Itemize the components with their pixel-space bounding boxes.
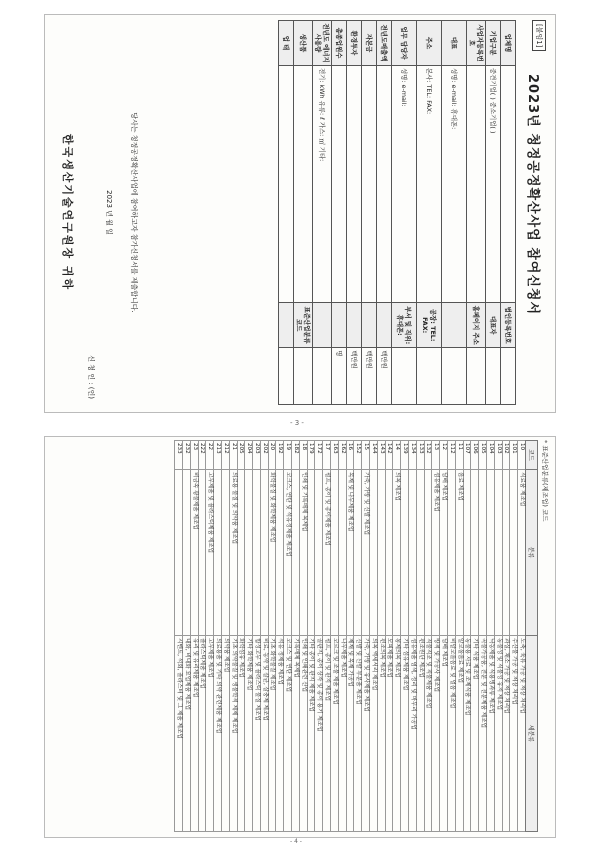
table-cell: 편조원단 제조업: [416, 636, 424, 832]
table-cell: [307, 470, 315, 636]
table-row: [393, 441, 401, 832]
page-3-content: [44, 14, 554, 411]
table-cell: 기초 의약물질 및 생물학적 제제 제조업: [229, 636, 237, 832]
table-cell: 코르크 및 조물 제품 제조업: [331, 636, 339, 832]
table-cell: [253, 470, 261, 636]
table-cell: 139: [401, 441, 409, 470]
table-row: [190, 441, 198, 832]
form-cell[interactable]: 부서 및 직위: 휴대폰:: [392, 303, 417, 348]
table-row: [354, 441, 362, 832]
table-cell: 18: [299, 441, 307, 470]
table-row: [206, 441, 214, 832]
form-cell[interactable]: [467, 348, 486, 405]
table-cell: 162: [338, 441, 346, 470]
table-cell: [331, 470, 339, 636]
table-cell: [385, 470, 393, 636]
form-cell[interactable]: [362, 66, 377, 303]
table-cell: [276, 470, 284, 636]
date-line: 2023 년 월 일: [105, 190, 113, 235]
table-cell: 12: [440, 441, 448, 470]
page-number-4: - 4 -: [290, 838, 302, 845]
table-cell: 나무제품 제조업: [338, 636, 346, 832]
form-cell[interactable]: [332, 66, 347, 303]
form-cell[interactable]: [377, 66, 392, 303]
table-row: [315, 441, 323, 832]
form-cell[interactable]: [347, 66, 362, 303]
table-cell: 205: [237, 441, 245, 470]
form-cell[interactable]: 대표자: [486, 303, 501, 348]
table-row: [175, 441, 183, 832]
table-cell: 신발 및 신발 부분품 제조업: [354, 636, 362, 832]
table-cell: 비알코올음료 및 얼음 제조업: [448, 636, 456, 832]
table-row: [299, 441, 307, 832]
table-header: 코드: [526, 441, 538, 470]
table-cell: 기타 화학제품 제조업: [245, 636, 253, 832]
table-cell: 106: [471, 441, 479, 470]
form-cell[interactable]: [294, 348, 313, 405]
table-cell: 기초 화학물질 제조업: [268, 636, 276, 832]
form-label: 전년도 에너지 사용량: [313, 21, 332, 66]
table-row: [346, 441, 354, 832]
form-cell[interactable]: [362, 303, 377, 348]
table-cell: [260, 470, 268, 636]
table-cell: 182: [292, 441, 300, 470]
form-cell[interactable]: 공장: TEL: FAX:: [417, 303, 442, 348]
table-cell: 직물직조 및 직물제품 제조업: [424, 636, 432, 832]
form-cell[interactable]: 법인등록번호: [501, 303, 516, 348]
table-cell: 섬유제품 염색, 정리 및 마무리 가공업: [409, 636, 417, 832]
table-cell: [463, 470, 471, 636]
table-cell: 222: [198, 441, 206, 470]
table-cell: 음료 제조업: [455, 470, 463, 636]
table-cell: 144: [370, 441, 378, 470]
table-cell: [510, 470, 518, 636]
addressee: 한국생산기술연구원장 귀하: [61, 133, 74, 292]
form-row: [332, 21, 347, 405]
table-cell: 112: [448, 441, 456, 470]
table-cell: 102: [502, 441, 510, 470]
table-cell: 의료용품 및 기타 의약 관련제품 제조업: [214, 636, 222, 832]
form-cell[interactable]: 백만원: [362, 348, 377, 405]
table-row: [214, 441, 222, 832]
classification-title: * 표준산업분류(제조업) 코드: [541, 440, 549, 522]
table-cell: 펄프, 종이 및 판지 제조업: [323, 636, 331, 832]
table-cell: [182, 470, 190, 636]
table-cell: [471, 470, 479, 636]
table-cell: 코크스, 연탄 및 석유정제품 제조업: [284, 470, 292, 636]
table-cell: 179: [307, 441, 315, 470]
form-label: 주소: [417, 21, 442, 66]
table-row: [307, 441, 315, 832]
table-cell: [175, 470, 183, 636]
table-row: [198, 441, 206, 832]
table-cell: [494, 470, 502, 636]
form-row: [442, 21, 467, 405]
form-cell[interactable]: [442, 303, 467, 348]
table-cell: 16: [346, 441, 354, 470]
table-cell: [377, 470, 385, 636]
form-cell[interactable]: 홈페이지 주소: [467, 303, 486, 348]
table-row: [237, 441, 245, 832]
form-label: 기업구분: [486, 21, 501, 66]
form-cell[interactable]: [347, 303, 362, 348]
table-row: [502, 441, 510, 832]
table-cell: 14: [393, 441, 401, 470]
form-row: [392, 21, 417, 405]
table-cell: [221, 470, 229, 636]
table-row: [362, 441, 370, 832]
table-row: [229, 441, 237, 832]
table-cell: 17: [323, 441, 331, 470]
form-cell[interactable]: 백만원: [377, 348, 392, 405]
table-cell: 13: [432, 441, 440, 470]
table-cell: [502, 470, 510, 636]
table-cell: [424, 470, 432, 636]
table-cell: 105: [479, 441, 487, 470]
form-row: [362, 21, 377, 405]
table-cell: 142: [385, 441, 393, 470]
page-4-content: [44, 436, 554, 836]
table-cell: 204: [245, 441, 253, 470]
form-cell[interactable]: [392, 348, 417, 405]
form-row: [294, 21, 313, 405]
application-form: [278, 20, 516, 405]
table-cell: 봉제의복 제조업: [393, 636, 401, 832]
table-cell: 고무제품 제조업: [206, 636, 214, 832]
table-cell: [479, 470, 487, 636]
table-cell: 비료, 농약 및 살균, 살충제 제조업: [260, 636, 268, 832]
table-row: [182, 441, 190, 832]
table-cell: 동물용 사료 및 조제식품 제조업: [463, 636, 471, 832]
form-label: 전년도매출액: [377, 21, 392, 66]
form-cell[interactable]: [313, 303, 332, 348]
table-cell: 모피제품 제조업: [385, 636, 393, 832]
form-row: [279, 21, 294, 405]
attachment-tag: [붙임1]: [532, 20, 546, 51]
form-label: 생산품: [294, 21, 313, 66]
form-label: 사업자등록번호: [467, 21, 486, 66]
table-cell: 섬유제품 제조업: [432, 470, 440, 636]
form-cell[interactable]: 전기: kWh 유류: ℓ 가스: ㎥ 기타:: [313, 66, 332, 303]
table-cell: 기타 섬유제품 제조업: [401, 636, 409, 832]
form-label: 업무 담당자: [392, 21, 417, 66]
form-row: [313, 21, 332, 405]
table-header: 분류: [526, 470, 538, 636]
table-row: [221, 441, 229, 832]
table-cell: 편조의복 제조업: [377, 636, 385, 832]
table-cell: 제재 및 목재 가공업: [346, 636, 354, 832]
form-label: 환경투자: [347, 21, 362, 66]
table-cell: 내화, 비내화 요업제품 제조업: [182, 636, 190, 832]
table-cell: [214, 470, 222, 636]
form-label: 대표: [442, 21, 467, 66]
table-cell: 기타 종이 및 판지 제품 제조업: [307, 636, 315, 832]
table-cell: 의복 제조업: [393, 470, 401, 636]
table-cell: 19: [284, 441, 292, 470]
form-row: [486, 21, 501, 405]
table-cell: [487, 470, 495, 636]
table-cell: 22: [206, 441, 214, 470]
table-cell: 132: [424, 441, 432, 470]
table-cell: 골판지, 종이 상자 및 종이 용기 제조업: [315, 636, 323, 832]
table-row: [268, 441, 276, 832]
form-cell[interactable]: 중견기업( ) 중소기업( ): [486, 66, 501, 303]
table-cell: [354, 470, 362, 636]
form-row: [347, 21, 362, 405]
table-row: [440, 441, 448, 832]
form-row: [467, 21, 486, 405]
table-row: [377, 441, 385, 832]
table-cell: 101: [510, 441, 518, 470]
table-cell: 방적 및 가공사 제조업: [432, 636, 440, 832]
table-row: [463, 441, 471, 832]
table-row: [284, 441, 292, 832]
table-cell: 곡물가공품, 전분 및 전분제품 제조업: [479, 636, 487, 832]
table-cell: 가죽, 가방 및 유사제품 제조업: [362, 636, 370, 832]
table-cell: 인쇄 및 기록매체 복제업: [299, 470, 307, 636]
applicant-line: 신 청 인 : (인): [87, 355, 95, 399]
table-cell: 202: [260, 441, 268, 470]
table-cell: 11: [455, 441, 463, 470]
form-label: 업체명: [501, 21, 516, 66]
form-label: 총종업원수: [332, 21, 347, 66]
table-cell: 비금속 광물제품 제조업: [190, 470, 198, 636]
table-cell: [237, 470, 245, 636]
table-cell: [409, 470, 417, 636]
table-row: [432, 441, 440, 832]
table-cell: 233: [175, 441, 183, 470]
table-cell: 172: [315, 441, 323, 470]
form-row: [417, 21, 442, 405]
table-cell: 펄프, 종이 및 종이제품 제조업: [323, 470, 331, 636]
table-cell: 동물성 및 식물성 유지 제조업: [494, 636, 502, 832]
form-cell[interactable]: 본사: TEL: FAX:: [417, 66, 442, 303]
table-cell: 134: [409, 441, 417, 470]
table-cell: 133: [416, 441, 424, 470]
table-row: [253, 441, 261, 832]
table-cell: [370, 470, 378, 636]
table-cell: 23: [190, 441, 198, 470]
table-cell: 화학물질 및 화학제품 제조업: [268, 470, 276, 636]
table-cell: [416, 470, 424, 636]
table-cell: 의복 액세서리 제조업: [370, 636, 378, 832]
table-cell: 플라스틱제품 제조업: [198, 636, 206, 832]
table-row: [471, 441, 479, 832]
table-cell: 시멘트, 석회, 플라스터 및 그 제품 제조업: [175, 636, 183, 832]
table-cell: [198, 470, 206, 636]
form-label: 자본금: [362, 21, 377, 66]
table-cell: 의약품 제조업: [221, 636, 229, 832]
table-cell: 20: [268, 441, 276, 470]
table-row: [424, 441, 432, 832]
form-cell[interactable]: [467, 66, 486, 303]
table-cell: [292, 470, 300, 636]
table-row: [245, 441, 253, 832]
table-cell: 103: [494, 441, 502, 470]
form-cell[interactable]: 표준산업분류코드: [294, 303, 313, 348]
form-cell[interactable]: [377, 303, 392, 348]
table-cell: 코크스 및 연탄 제조업: [284, 636, 292, 832]
table-row: [323, 441, 331, 832]
table-cell: 192: [276, 441, 284, 470]
form-cell[interactable]: [279, 303, 294, 348]
table-row: [292, 441, 300, 832]
form-cell[interactable]: 명: [332, 348, 347, 405]
table-cell: 107: [463, 441, 471, 470]
classification-table: [174, 440, 538, 832]
table-row: [479, 441, 487, 832]
table-row: [409, 441, 417, 832]
form-cell[interactable]: 백만원: [347, 348, 362, 405]
table-cell: 고무제품 및 플라스틱제품 제조업: [206, 470, 214, 636]
table-cell: 10: [518, 441, 526, 470]
table-row: [518, 441, 526, 832]
table-cell: 담배 제조업: [440, 470, 448, 636]
table-cell: 석유 정제품 제조업: [276, 636, 284, 832]
table-cell: 기타 식품 제조업: [471, 636, 479, 832]
table-cell: [448, 470, 456, 636]
table-cell: 163: [331, 441, 339, 470]
table-row: [455, 441, 463, 832]
table-cell: [315, 470, 323, 636]
table-cell: 143: [377, 441, 385, 470]
table-cell: 15: [362, 441, 370, 470]
form-cell[interactable]: [442, 348, 467, 405]
table-row: [338, 441, 346, 832]
form-cell[interactable]: [501, 348, 516, 405]
table-row: [494, 441, 502, 832]
table-cell: 식료품 제조업: [518, 470, 526, 636]
table-cell: 가죽, 가방 및 신발 제조업: [362, 470, 370, 636]
table-cell: [338, 470, 346, 636]
form-label: 업 태: [279, 21, 294, 66]
table-row: [260, 441, 268, 832]
table-row: [276, 441, 284, 832]
table-cell: 알코올음료 제조업: [455, 636, 463, 832]
table-cell: 의료용 물질 및 의약품 제조업: [229, 470, 237, 636]
table-row: [416, 441, 424, 832]
form-cell[interactable]: [501, 66, 516, 303]
form-title: 2023년 청정공정확산사업 참여신청서: [525, 74, 540, 316]
form-row: [377, 21, 392, 405]
table-row: [487, 441, 495, 832]
form-cell[interactable]: [279, 66, 294, 303]
form-cell[interactable]: [279, 348, 294, 405]
form-cell[interactable]: [332, 303, 347, 348]
table-cell: 유리 및 유리제품 제조업: [190, 636, 198, 832]
table-row: [510, 441, 518, 832]
table-cell: 203: [253, 441, 261, 470]
table-cell: [401, 470, 409, 636]
table-cell: 212: [221, 441, 229, 470]
table-cell: 화학섬유 제조업: [237, 636, 245, 832]
table-cell: 낙농제품 및 식용빙과류 제조업: [487, 636, 495, 832]
table-cell: 합성고무 및 플라스틱 물질 제조업: [253, 636, 261, 832]
form-cell[interactable]: [294, 66, 313, 303]
table-cell: 213: [214, 441, 222, 470]
table-row: [331, 441, 339, 832]
table-row: [370, 441, 378, 832]
form-cell[interactable]: [313, 348, 332, 405]
table-cell: 담배 제조업: [440, 636, 448, 832]
table-cell: 목재 및 나무제품 제조업: [346, 470, 354, 636]
table-cell: 인쇄 및 인쇄관련 산업: [299, 636, 307, 832]
table-cell: 과실, 채소 가공 및 저장 처리업: [502, 636, 510, 832]
table-row: [448, 441, 456, 832]
form-cell[interactable]: [486, 348, 501, 405]
table-row: [401, 441, 409, 832]
page-number-3: - 3 -: [290, 419, 304, 427]
form-cell[interactable]: [417, 348, 442, 405]
table-cell: 도축, 육류 가공 및 저장 처리업: [518, 636, 526, 832]
form-cell[interactable]: 성명: e-mail: 휴대폰:: [442, 66, 467, 303]
declaration-text: 당사는 청정공정확산사업에 참여하고자 참가신청서를 제출합니다.: [130, 112, 138, 313]
table-row: [385, 441, 393, 832]
table-header: 세분류: [526, 636, 538, 832]
table-cell: 수산물 가공 및 저장 처리업: [510, 636, 518, 832]
table-cell: 기록매체 복제업: [292, 636, 300, 832]
table-cell: 152: [354, 441, 362, 470]
table-cell: 21: [229, 441, 237, 470]
table-cell: 104: [487, 441, 495, 470]
table-cell: [245, 470, 253, 636]
form-row: [501, 21, 516, 405]
table-cell: 232: [182, 441, 190, 470]
form-cell[interactable]: 성명: e-mail:: [392, 66, 417, 303]
